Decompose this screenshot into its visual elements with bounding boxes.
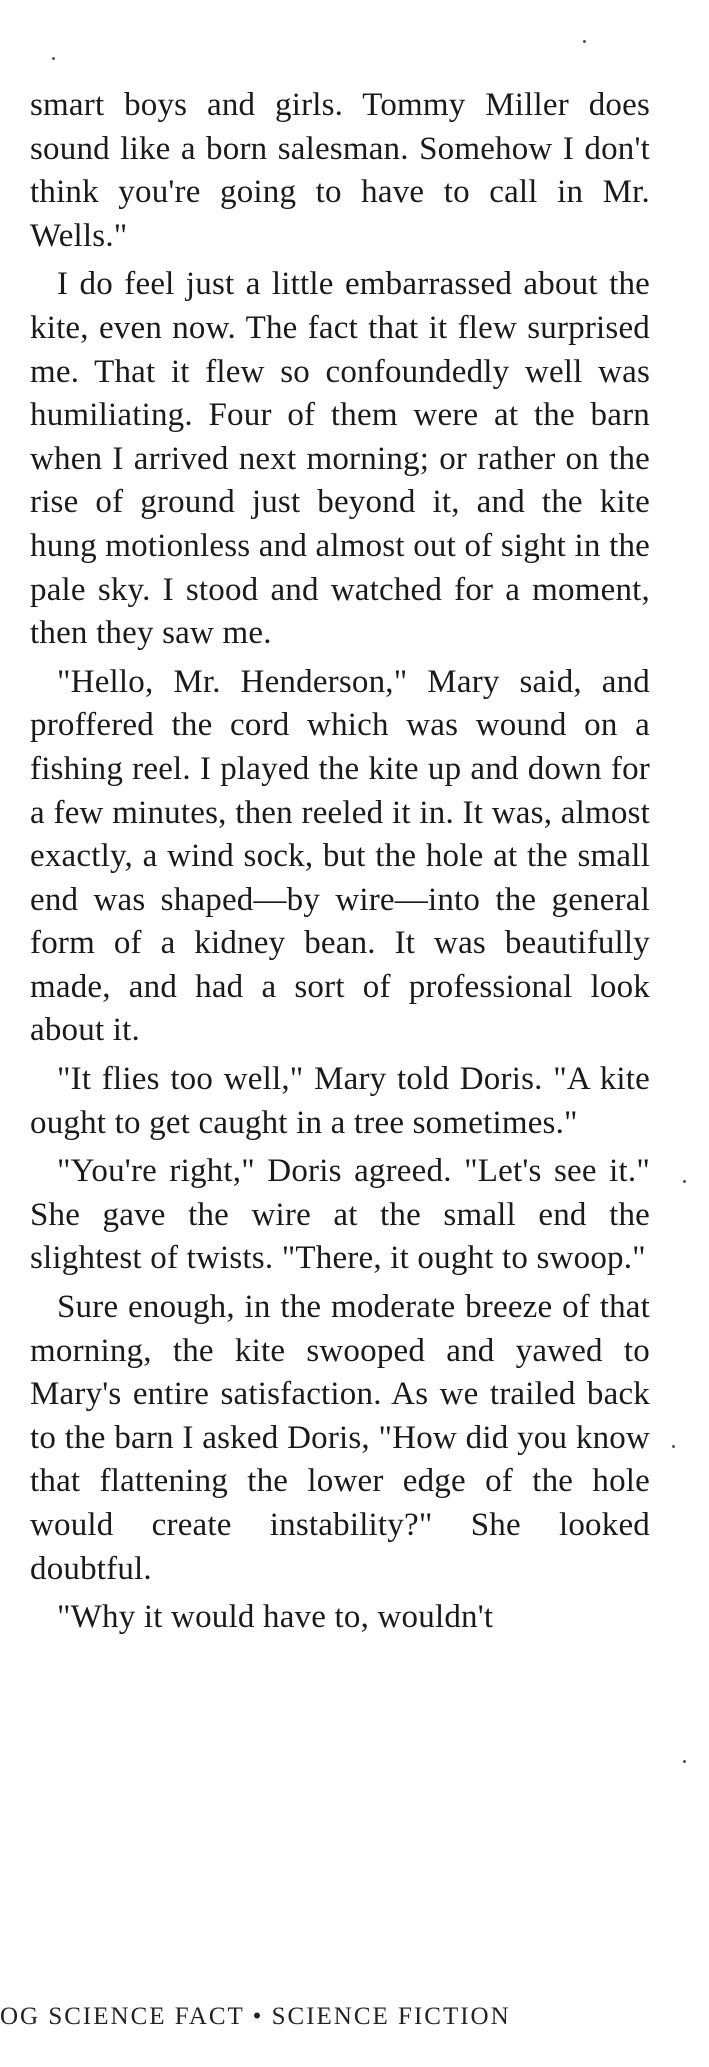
print-speck	[683, 1180, 686, 1183]
paragraph: Sure enough, in the moderate breeze of that morning, the kite swooped and yawed to Mary's entire satisfaction. As we trailed back to the barn I asked Doris, "How did you know that flattening the lower edge of the hole would create instability?" She looked doubtful.	[30, 1289, 650, 1587]
paragraph: smart boys and girls. Tommy Miller does sound like a born salesman. Somehow I don't think you're going to have to call in Mr. Wells."	[30, 87, 650, 254]
paragraph: "It flies too well," Mary told Doris. "A kite ought to get caught in a tree sometimes."	[30, 1061, 650, 1141]
paragraph: I do feel just a little embarrassed about the kite, even now. The fact that it flew surprised me. That it flew so confoundedly well was humiliating. Four of them were at the barn when I arrived next morning; or rather on the rise of ground just beyond it, and the kite hung motionless and almost out of sight in the pale sky. I stood and watched for a moment, then they saw me.	[30, 266, 650, 652]
text-column	[30, 84, 650, 1645]
paragraph: "Why it would have to, wouldn't	[57, 1599, 494, 1636]
running-footer: OG SCIENCE FACT • SCIENCE FICTION	[0, 2003, 511, 2030]
print-speck	[583, 40, 586, 43]
print-speck	[672, 1445, 675, 1448]
paragraph: "Hello, Mr. Henderson," Mary said, and proffered the cord which was wound on a fishing reel. I played the kite up and down for a few minutes, then reeled it in. It was, almost exactly, a wind sock, but the hole at the small end was shaped—by wire—into the general form of a kidney bean. It was beautifully made, and had a sort of professional look about it.	[30, 663, 650, 1049]
print-speck	[52, 57, 55, 60]
print-speck	[683, 1760, 686, 1763]
paragraph: "You're right," Doris agreed. "Let's see it." She gave the wire at the small end the slightest of twists. "There, it ought to swoop."	[30, 1153, 650, 1277]
